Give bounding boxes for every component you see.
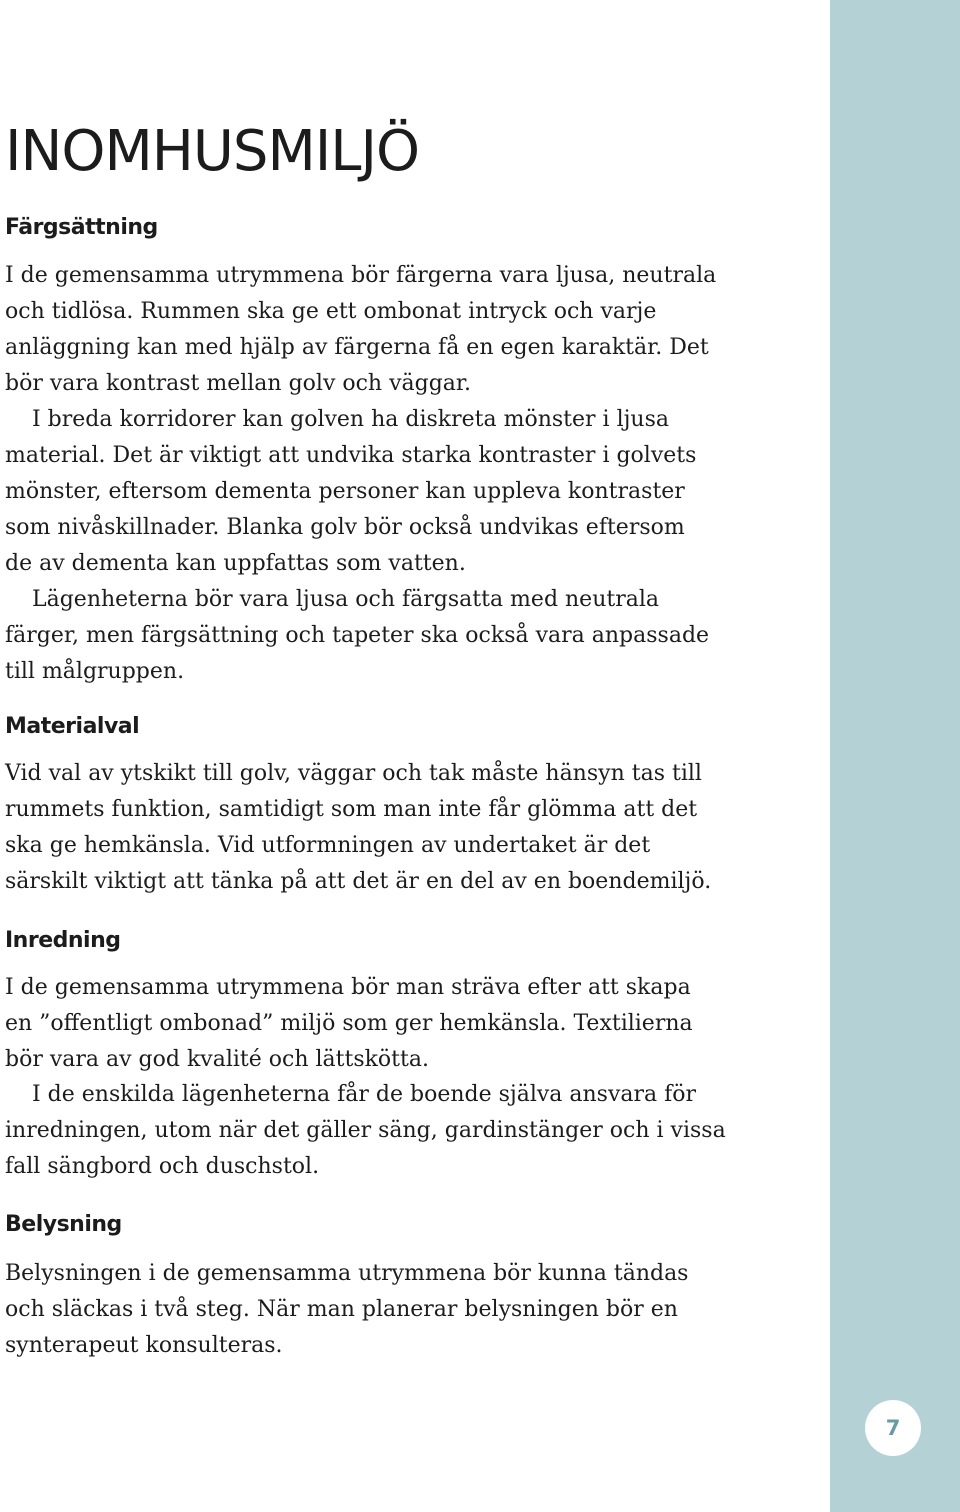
page-number-badge — [865, 1400, 921, 1456]
side-color-band — [830, 0, 960, 1512]
text-line: material. Det är viktigt att undvika starka kontraster i golvets — [5, 443, 697, 468]
text-line: och släckas i två steg. När man planerar belysningen bör en — [5, 1297, 678, 1322]
text-line: en ”offentligt ombonad” miljö som ger hemkänsla. Textilierna — [5, 1011, 693, 1036]
text-line: Vid val av ytskikt till golv, väggar och tak måste hänsyn tas till — [5, 761, 702, 786]
text-line: mönster, eftersom dementa personer kan uppleva kontraster — [5, 479, 685, 504]
text-line: färger, men färgsättning och tapeter ska också vara anpassade — [5, 623, 710, 648]
paragraph — [5, 756, 711, 900]
paragraph — [5, 258, 716, 402]
text-line: bör vara kontrast mellan golv och väggar. — [5, 371, 472, 396]
paragraph — [5, 582, 709, 690]
paragraph — [5, 1077, 726, 1185]
text-line: I de gemensamma utrymmena bör man sträva efter att skapa — [5, 975, 691, 1000]
text-line: rummets funktion, samtidigt som man inte får glömma att det — [5, 797, 698, 822]
text-line: inredningen, utom när det gäller säng, gardinstänger och i vissa — [5, 1118, 726, 1143]
text-line: I de enskilda lägenheterna får de boende själva ansvara för — [32, 1082, 697, 1107]
text-line: Belysningen i de gemensamma utrymmena bör kunna tändas — [5, 1261, 689, 1286]
paragraph — [5, 1256, 688, 1364]
section-heading-inredning: Inredning — [5, 928, 121, 953]
text-line: särskilt viktigt att tänka på att det är en del av en boendemiljö. — [5, 869, 712, 894]
text-line: och tidlösa. Rummen ska ge ett ombonat intryck och varje — [5, 299, 657, 324]
text-line: synterapeut konsulteras. — [5, 1333, 283, 1358]
text-line: till målgruppen. — [5, 659, 185, 684]
text-line: ska ge hemkänsla. Vid utformningen av undertaket är det — [5, 833, 651, 858]
text-line: bör vara av god kvalité och lättskötta. — [5, 1047, 429, 1072]
text-line: fall sängbord och duschstol. — [5, 1154, 320, 1179]
section-heading-materialval: Materialval — [5, 714, 140, 739]
text-line: Lägenheterna bör vara ljusa och färgsatta med neutrala — [32, 587, 659, 612]
text-line: I de gemensamma utrymmena bör färgerna vara ljusa, neutrala — [5, 263, 717, 288]
text-line: de av dementa kan uppfattas som vatten. — [5, 551, 466, 576]
page-title: INOMHUSMILJÖ — [5, 119, 420, 184]
section-heading-fargsattning: Färgsättning — [5, 215, 158, 240]
paragraph — [5, 402, 696, 582]
text-line: I breda korridorer kan golven ha diskreta mönster i ljusa — [32, 407, 670, 432]
paragraph — [5, 970, 693, 1078]
section-heading-belysning: Belysning — [5, 1212, 122, 1237]
text-line: anläggning kan med hjälp av färgerna få en egen karaktär. Det — [5, 335, 709, 360]
page-number: 7 — [885, 1416, 901, 1440]
text-line: som nivåskillnader. Blanka golv bör också undvikas eftersom — [5, 515, 685, 540]
